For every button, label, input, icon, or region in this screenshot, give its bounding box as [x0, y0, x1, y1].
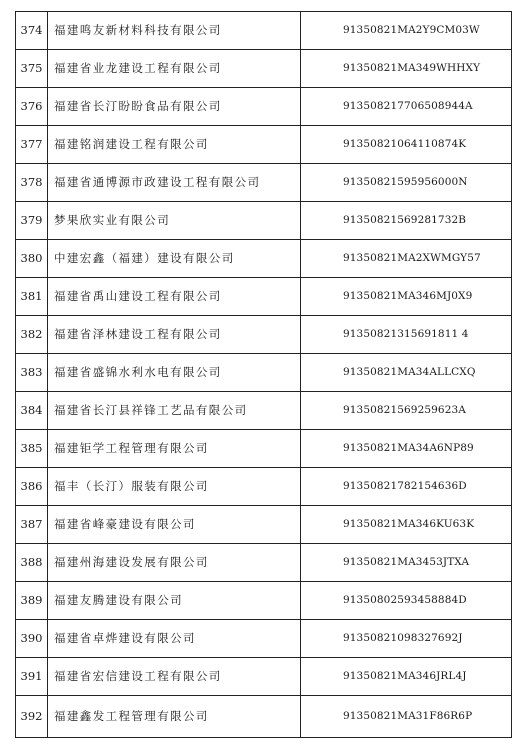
row-number: 387 [16, 506, 48, 544]
credit-code: 91350821MA346MJ0X9 [301, 278, 512, 316]
credit-code: 91350821MA2Y9CM03W [301, 12, 512, 50]
table-row [16, 506, 512, 544]
credit-code: 91350821MA346KU63K [301, 506, 512, 544]
company-name: 福建省业龙建设工程有限公司 [48, 50, 301, 88]
table-row [16, 468, 512, 506]
company-name: 福建省卓烨建设有限公司 [48, 620, 301, 658]
table-row [16, 240, 512, 278]
table-row [16, 164, 512, 202]
row-number: 375 [16, 50, 48, 88]
credit-code: 91350821MA349WHHXY [301, 50, 512, 88]
row-number: 385 [16, 430, 48, 468]
credit-code: 91350821098327692J [301, 620, 512, 658]
row-number: 379 [16, 202, 48, 240]
company-name: 福建鑫发工程管理有限公司 [48, 696, 301, 738]
company-name: 福建州海建设发展有限公司 [48, 544, 301, 582]
company-name: 福建鸣友新材料科技有限公司 [48, 12, 301, 50]
credit-code: 91350821569259623A [301, 392, 512, 430]
row-number: 392 [16, 696, 48, 738]
company-name: 中建宏鑫（福建）建设有限公司 [48, 240, 301, 278]
table-row [16, 88, 512, 126]
table-row [16, 696, 512, 738]
company-name: 福建省泽林建设工程有限公司 [48, 316, 301, 354]
credit-code: 91350821MA3453JTXA [301, 544, 512, 582]
table-row [16, 50, 512, 88]
table-row [16, 354, 512, 392]
table-row [16, 582, 512, 620]
row-number: 389 [16, 582, 48, 620]
company-name: 福建铭润建设工程有限公司 [48, 126, 301, 164]
row-number: 384 [16, 392, 48, 430]
company-name: 福建省禹山建设工程有限公司 [48, 278, 301, 316]
table-row [16, 126, 512, 164]
table-row [16, 620, 512, 658]
row-number: 382 [16, 316, 48, 354]
table-row [16, 316, 512, 354]
table-row [16, 658, 512, 696]
row-number: 386 [16, 468, 48, 506]
row-number: 391 [16, 658, 48, 696]
row-number: 378 [16, 164, 48, 202]
row-number: 380 [16, 240, 48, 278]
row-number: 374 [16, 12, 48, 50]
credit-code: 91350821MA34ALLCXQ [301, 354, 512, 392]
company-name: 福丰（长汀）服装有限公司 [48, 468, 301, 506]
company-name: 福建省通博源市政建设工程有限公司 [48, 164, 301, 202]
company-name: 福建省宏信建设工程有限公司 [48, 658, 301, 696]
credit-code: 91350821315691811 4 [301, 316, 512, 354]
row-number: 376 [16, 88, 48, 126]
company-registry-table [15, 11, 512, 738]
row-number: 390 [16, 620, 48, 658]
table-body [16, 12, 512, 738]
credit-code: 91350821064110874K [301, 126, 512, 164]
table-row [16, 544, 512, 582]
credit-code: 91350821MA2XWMGY57 [301, 240, 512, 278]
credit-code: 91350802593458884D [301, 582, 512, 620]
company-name: 福建钜学工程管理有限公司 [48, 430, 301, 468]
table-row [16, 202, 512, 240]
table-row [16, 392, 512, 430]
company-name: 福建省盛锦水利水电有限公司 [48, 354, 301, 392]
company-name: 福建友腾建设有限公司 [48, 582, 301, 620]
company-name: 福建省长汀盼盼食品有限公司 [48, 88, 301, 126]
row-number: 381 [16, 278, 48, 316]
credit-code: 91350821MA34A6NP89 [301, 430, 512, 468]
credit-code: 91350821569281732B [301, 202, 512, 240]
credit-code: 91350821595956000N [301, 164, 512, 202]
table-row [16, 278, 512, 316]
row-number: 388 [16, 544, 48, 582]
credit-code: 91350821782154636D [301, 468, 512, 506]
credit-code: 91350821MA346JRL4J [301, 658, 512, 696]
row-number: 383 [16, 354, 48, 392]
company-name: 福建省峰豪建设有限公司 [48, 506, 301, 544]
company-name: 福建省长汀县祥锋工艺品有限公司 [48, 392, 301, 430]
table-row [16, 12, 512, 50]
credit-code: 91350821MA31F86R6P [301, 696, 512, 738]
table-row [16, 430, 512, 468]
row-number: 377 [16, 126, 48, 164]
company-name: 梦果欣实业有限公司 [48, 202, 301, 240]
credit-code: 913508217706508944A [301, 88, 512, 126]
